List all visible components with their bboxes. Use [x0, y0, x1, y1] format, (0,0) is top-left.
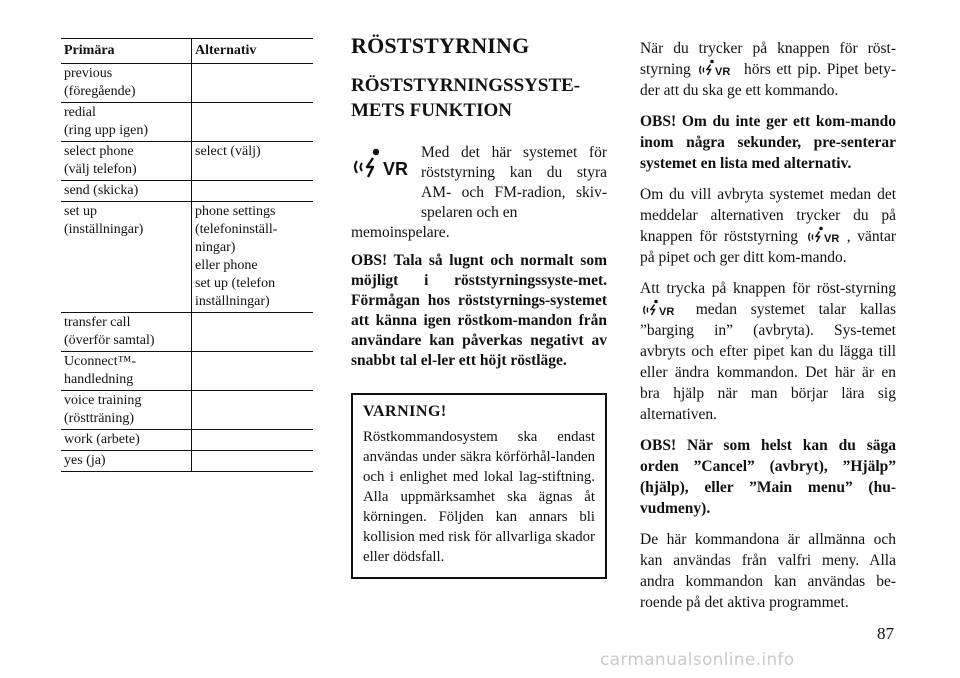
table-cell-primary: voice training (röstträning) [61, 391, 192, 430]
voice-recognition-icon [698, 59, 736, 77]
table-cell-primary: send (skicka) [61, 181, 192, 202]
paragraph-text: hörs ett pip. Pipet bety-der att du ska ge ett kommando. [640, 61, 897, 99]
table-header-row [61, 39, 313, 64]
table-cell-alternative: phone settings (telefoninställ- ningar) eller phone set up (telefon inställningar) [192, 202, 314, 313]
voice-recognition-icon [642, 299, 680, 317]
paragraph-barging [640, 278, 896, 425]
table-cell-primary: select phone (välj telefon) [61, 142, 192, 181]
paragraph-text: medan systemet talar kallas ”barging in” (avbryta). Sys-temet avbryts och efter pipet kan du lägga till eller ändra kommandon. Det här är en bra hjälp när man börjar lära sig alternativen. [640, 301, 896, 423]
table-cell-primary: Uconnect™- handledning [61, 352, 192, 391]
warning-box [351, 393, 607, 579]
note-paragraph: OBS! När som helst kan du säga orden ”Cancel” (avbryt), ”Hjälp” (hjälp), eller ”Main menu” (hu-vudmeny). [640, 437, 896, 517]
warning-title: VARNING! [363, 403, 447, 420]
table-cell-primary: transfer call (överför samtal) [61, 313, 192, 352]
intro-text: Med det här systemet för röststyrning kan du styra AM- och FM-radion, skiv-spelaren och en [421, 144, 607, 221]
table-cell-alternative [192, 430, 314, 451]
table-cell-primary: work (arbete) [61, 430, 192, 451]
intro-paragraph [351, 143, 607, 243]
voice-recognition-icon [351, 147, 413, 181]
table-row [61, 391, 313, 430]
section-subtitle: RÖSTSTYRNINGSSYSTE- METS FUNKTION [351, 75, 581, 121]
table-row [61, 103, 313, 142]
table-row [61, 142, 313, 181]
intro-text-tail: memoinspelare. [351, 224, 450, 241]
vr-icon-label: VR [823, 233, 839, 244]
table-cell-alternative: select (välj) [192, 142, 314, 181]
table-cell-primary: previous (föregående) [61, 64, 192, 103]
table-cell-alternative [192, 181, 314, 202]
table-row [61, 352, 313, 391]
table-cell-alternative [192, 451, 314, 472]
section-title: RÖSTSTYRNING [351, 33, 530, 58]
table-cell-alternative [192, 391, 314, 430]
table-cell-primary: redial (ring upp igen) [61, 103, 192, 142]
table-cell-alternative [192, 352, 314, 391]
paragraph-cancel [640, 184, 896, 268]
column-header-alternative: Alternativ [192, 39, 314, 64]
table-row [61, 181, 313, 202]
table-row [61, 451, 313, 472]
table-cell-primary: set up (inställningar) [61, 202, 192, 313]
paragraph-text: Att trycka på knappen för röst-styrning [640, 280, 896, 297]
middle-column [351, 33, 607, 579]
warning-text: Röstkommandosystem ska endast användas under säkra körförhål-landen och i enlighet med lokal lag-stiftning. Alla uppmärksamhet ska ägnas åt körningen. Följden kan annars bli kollision med risk för allvarliga skador eller dödsfall. [363, 429, 595, 565]
table-row [61, 202, 313, 313]
paragraph-general-commands: De här kommandona är allmänna och kan användas från valfri meny. Alla andra kommandon kan användas be-roende på det aktiva programmet. [640, 531, 896, 611]
note-paragraph: OBS! Tala så lugnt och normalt som möjligt i röststyrningssyste-met. Förmågan hos röststyrnings-systemet att känna igen röstkom-mandon från användare kan påverkas negativt av snabbt tal el-ler ett höjt röstläge. [351, 252, 607, 369]
table-cell-alternative [192, 313, 314, 352]
table-row [61, 313, 313, 352]
table-cell-alternative [192, 103, 314, 142]
voice-recognition-icon [807, 226, 845, 244]
paragraph-text: När du trycker på knappen för röst-styrning [640, 40, 896, 78]
table-cell-alternative [192, 64, 314, 103]
paragraph-text: Om du vill avbryta systemet medan det meddelar alternativen trycker du på knappen för röststyrning [640, 186, 896, 245]
right-column [640, 38, 896, 623]
table-row [61, 64, 313, 103]
column-header-primary: Primära [61, 39, 192, 64]
table-row [61, 430, 313, 451]
vr-icon-label: VR [383, 159, 409, 179]
page-number: 87 [877, 624, 894, 643]
vr-icon-label: VR [715, 66, 731, 77]
voice-command-table [61, 38, 313, 472]
paragraph-beep [640, 38, 896, 101]
paragraph-text: , väntar på pipet och ger ditt kom-mando. [640, 228, 896, 266]
vr-icon-label: VR [659, 306, 675, 317]
note-paragraph: OBS! Om du inte ger ett kom-mando inom några sekunder, pre-senterar systemet en lista med alternativ. [640, 113, 896, 172]
watermark: carmanualsonline.info [600, 650, 795, 670]
table-cell-primary: yes (ja) [61, 451, 192, 472]
